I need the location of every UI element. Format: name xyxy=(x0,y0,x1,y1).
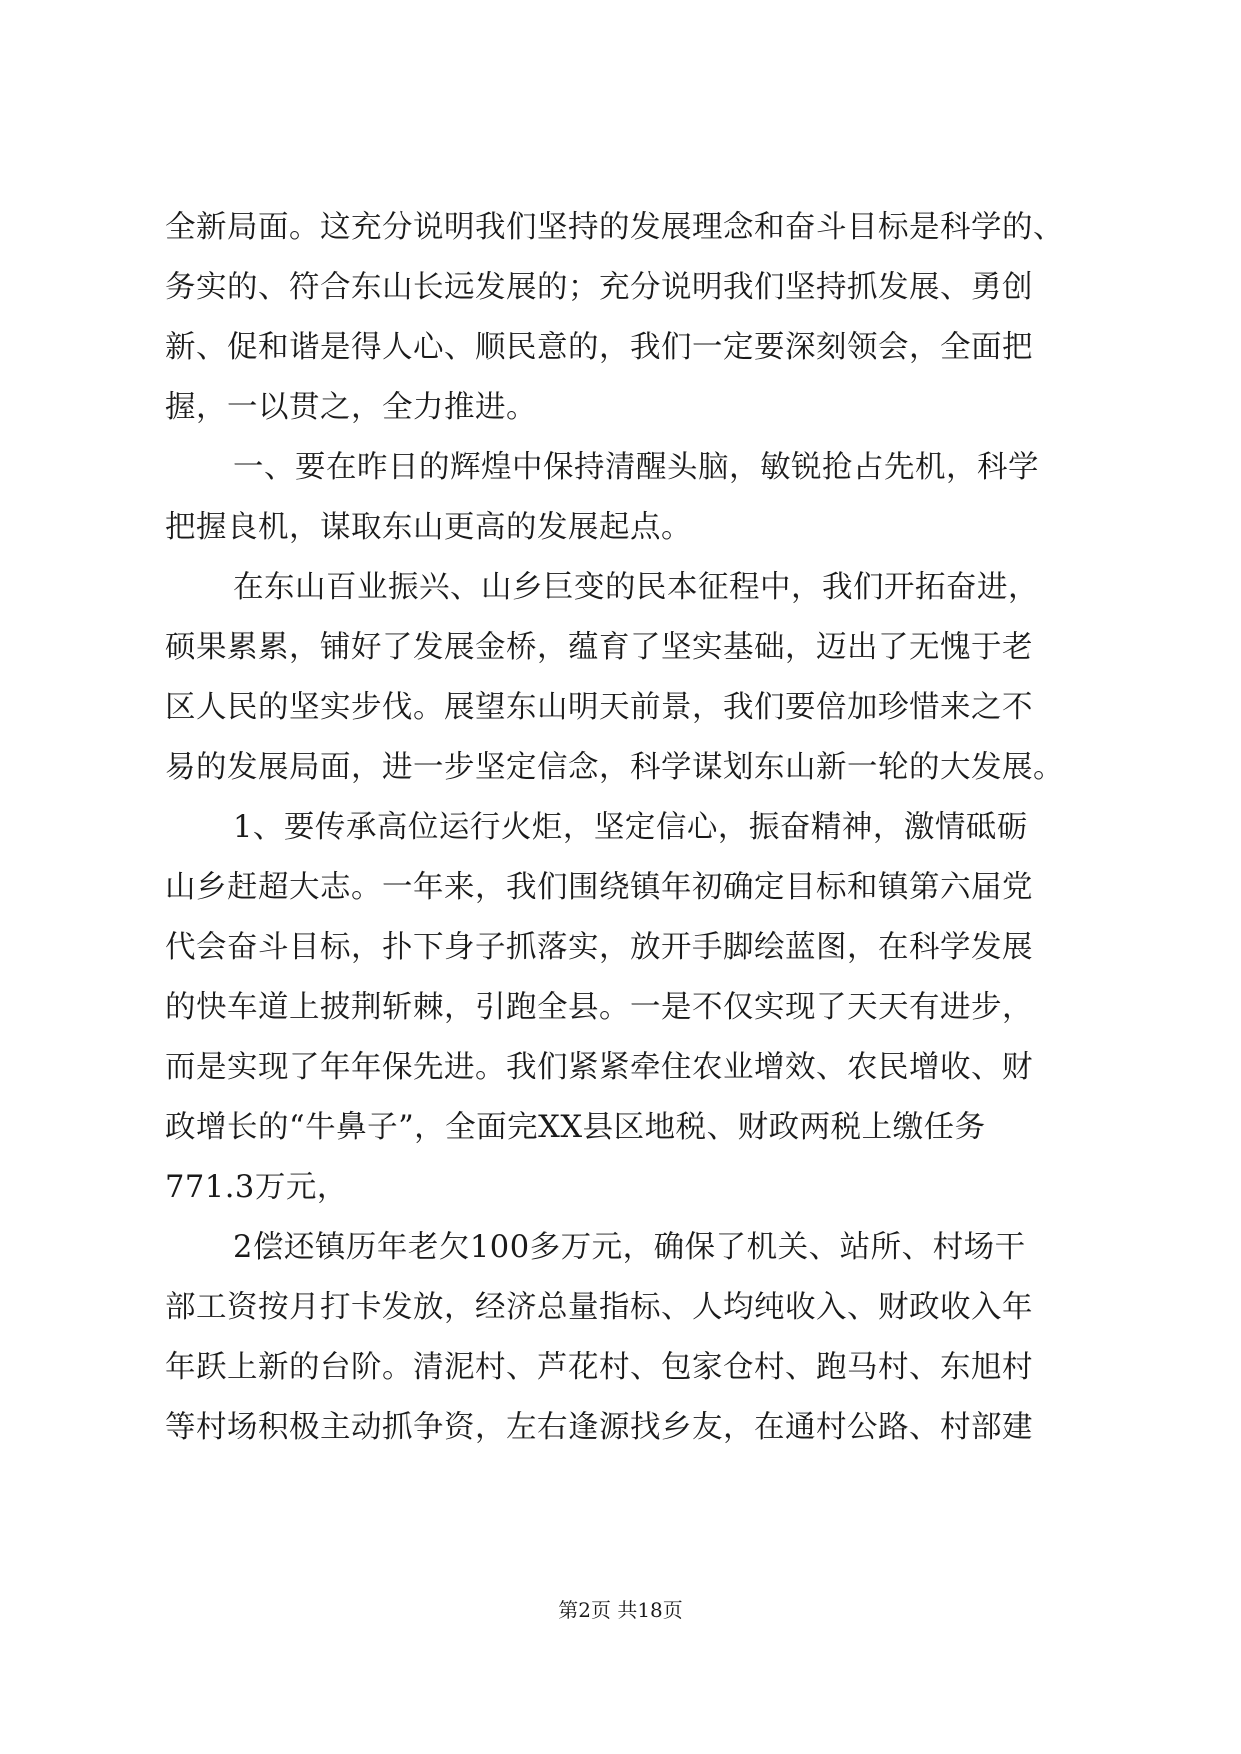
text-line: 年跃上新的台阶。清泥村、芦花村、包家仓村、跑马村、东旭村 xyxy=(165,1350,1033,1385)
text-line: 而是实现了年年保先进。我们紧紧牵住农业增效、农民增收、财 xyxy=(165,1050,1033,1085)
text-line: 区人民的坚实步伐。展望东山明天前景，我们要倍加珍惜来之不 xyxy=(165,690,1033,725)
page-number-footer: 第2页 共18页 xyxy=(558,1598,683,1622)
text-line: 的快车道上披荆斩棘，引跑全县。一是不仅实现了天天有进步， xyxy=(165,990,1033,1025)
text-line: 务实的、符合东山长远发展的；充分说明我们坚持抓发展、勇创 xyxy=(165,270,1033,305)
paragraph-start: 2偿还镇历年老欠100多万元，确保了机关、站所、村场干 xyxy=(233,1230,1026,1265)
text-line: 部工资按月打卡发放，经济总量指标、人均纯收入、财政收入年 xyxy=(165,1290,1033,1325)
text-line: 易的发展局面，进一步坚定信念，科学谋划东山新一轮的大发展。 xyxy=(165,750,1064,785)
paragraph-start: 在东山百业振兴、山乡巨变的民本征程中，我们开拓奋进， xyxy=(233,570,1039,605)
text-line: 握，一以贯之，全力推进。 xyxy=(165,390,537,425)
section-heading-continued: 把握良机，谋取东山更高的发展起点。 xyxy=(165,510,692,545)
section-heading: 一、要在昨日的辉煌中保持清醒头脑，敏锐抢占先机，科学 xyxy=(233,450,1039,485)
text-line: 政增长的“牛鼻子”，全面完XX县区地税、财政两税上缴任务 xyxy=(165,1110,986,1145)
text-line: 全新局面。这充分说明我们坚持的发展理念和奋斗目标是科学的、 xyxy=(165,210,1064,245)
text-line: 硕果累累，铺好了发展金桥，蕴育了坚实基础，迈出了无愧于老 xyxy=(165,630,1033,665)
text-line: 771.3万元， xyxy=(165,1170,348,1205)
paragraph-start: 1、要传承高位运行火炬，坚定信心，振奋精神，激情砥砺 xyxy=(233,810,1028,845)
text-line: 代会奋斗目标，扑下身子抓落实，放开手脚绘蓝图，在科学发展 xyxy=(165,930,1033,965)
text-line: 新、促和谐是得人心、顺民意的，我们一定要深刻领会，全面把 xyxy=(165,330,1033,365)
text-line: 等村场积极主动抓争资，左右逢源找乡友，在通村公路、村部建 xyxy=(165,1410,1033,1445)
text-line: 山乡赶超大志。一年来，我们围绕镇年初确定目标和镇第六届党 xyxy=(165,870,1033,905)
